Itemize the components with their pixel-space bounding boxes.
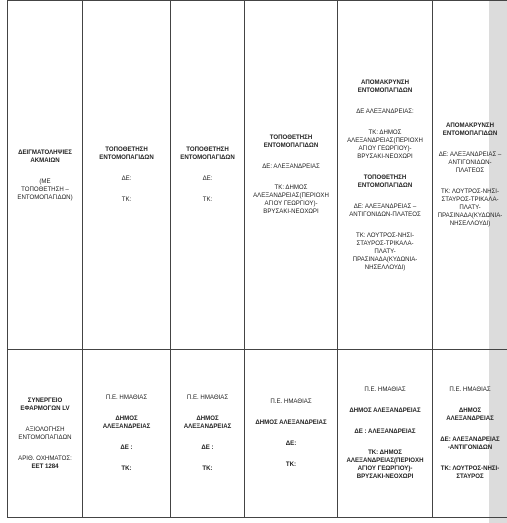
tk-label: ΒΡΥΣΑΚΙ-ΝΕΟΧΩΡΙ — [356, 473, 414, 480]
tk-label: ΤΚ: ΛΟΥΤΡΟΣ-ΝΗΣΙ- — [355, 231, 414, 239]
tk-label: ΤΚ: — [202, 196, 213, 203]
cell-title: ΕΝΤΟΜΟΠΑΓΙΔΩΝ — [180, 154, 235, 161]
pe-label: Π.Ε. ΗΜΑΘΙΑΣ — [186, 394, 229, 401]
dimos-label: ΑΛΕΞΑΝΔΡΕΙΑΣ — [183, 423, 232, 430]
tk-label: ΠΛΑΤΥ- — [374, 247, 396, 255]
cell-subtitle: ΑΞΙΟΛΟΓΗΣΗ — [25, 425, 65, 433]
cell-note: (ΜΕ — [39, 177, 51, 185]
tk-label: ΣΤΑΥΡΟΣ-ΤΡΙΚΑΛΑ- — [441, 196, 499, 203]
cell-title: ΔΕΙΓΜΑΤΟΛΗΨΙΕΣ — [18, 148, 72, 156]
location-cell — [338, 350, 433, 518]
de-label: ΔΕ : — [120, 444, 133, 451]
tk-label: ΤΚ: ΔΗΜΟΣ — [274, 184, 308, 191]
de-label: ΑΝΤΙΓΟΝΙΔΩΝ-ΠΛΑΤΕΟΣ — [349, 210, 421, 218]
de-label: ΔΕ: ΑΛΕΞΑΝΔΡΕΙΑΣ – — [438, 151, 502, 158]
de-label: ΔΕ: ΑΛΕΞΑΝΔΡΕΙΑΣ – — [353, 202, 417, 210]
trap-placement-cell — [245, 1, 338, 350]
location-cell — [433, 350, 507, 518]
table-row — [8, 350, 507, 518]
pe-label: Π.Ε. ΗΜΑΘΙΑΣ — [449, 386, 491, 393]
cell-title: ΕΝΤΟΜΟΠΑΓΙΔΩΝ — [442, 130, 498, 137]
pe-label: Π.Ε. ΗΜΑΘΙΑΣ — [105, 394, 148, 401]
cell-note: ΤΟΠΟΘΕΤΗΣΗ – — [21, 185, 69, 193]
tk-label: ΤΚ: — [121, 196, 132, 203]
table-row — [8, 1, 507, 350]
vehicle-number: ΕΕΤ 1284 — [31, 462, 59, 470]
tk-label: ΠΛΑΤΥ- — [459, 204, 481, 211]
cell-title: ΑΠΟΜΑΚΡΥΝΣΗ — [360, 78, 409, 86]
de-label: ΔΕ: — [202, 175, 213, 182]
dimos-label: ΔΗΜΟΣ — [196, 415, 219, 422]
de-label: -ΑΝΤΙΓΟΝΙΔΩΝ — [447, 444, 493, 451]
trap-placement-cell — [171, 1, 245, 350]
tk-label: ΣΤΑΥΡΟΣ-ΤΡΙΚΑΛΑ- — [356, 239, 414, 247]
location-cell — [171, 350, 245, 518]
tk-label: ΤΚ: — [202, 465, 213, 472]
tk-label: ΤΚ: ΔΗΜΟΣ — [368, 128, 402, 136]
cell-title: ΣΥΝΕΡΓΕΙΟ — [27, 396, 63, 404]
cell-title: ΕΝΤΟΜΟΠΑΓΙΔΩΝ — [99, 154, 154, 161]
tk-label: ΝΗΣΕΛΛΟΥΔΙ) — [449, 220, 491, 227]
tk-label: ΠΡΑΣΙΝΑΔΑ(ΚΥΔΩΝΙΑ- — [352, 255, 418, 263]
tk-label: ΑΛΕΞΑΝΔΡΕΙΑΣ(ΠΕΡΙΟΧΗ — [347, 136, 423, 144]
cell-title: ΕΝΤΟΜΟΠΑΓΙΔΩΝ — [357, 86, 413, 94]
cell-title: ΤΟΠΟΘΕΤΗΣΗ — [363, 173, 407, 181]
cell-title: ΤΟΠΟΘΕΤΗΣΗ — [186, 146, 229, 153]
de-label: ΔΕ ΑΛΕΞΑΝΔΡΕΙΑΣ: — [356, 107, 414, 115]
cell-title: ΑΠΟΜΑΚΡΥΝΣΗ — [445, 122, 494, 129]
tk-label: ΝΗΣΕΛΛΟΥΔΙ) — [364, 263, 406, 271]
tk-label: ΤΚ: ΔΗΜΟΣ — [368, 449, 402, 456]
dimos-label: ΔΗΜΟΣ ΑΛΕΞΑΝΔΡΕΙΑΣ — [255, 419, 327, 426]
tk-label: ΣΤΑΥΡΟΣ — [456, 473, 484, 480]
tk-label: ΑΓΙΟΥ ΓΕΩΡΓΙΟΥ)- — [358, 144, 412, 152]
de-label: ΑΝΤΙΓΟΝΙΔΩΝ- — [448, 159, 492, 166]
cell-title: ΕΦΑΡΜΟΓΩΝ LV — [20, 404, 70, 412]
tk-label: ΑΛΕΞΑΝΔΡΕΙΑΣ(ΠΕΡΙΟΧΗ — [253, 192, 329, 199]
location-cell — [245, 350, 338, 518]
de-label: ΠΛΑΤΕΟΣ — [455, 167, 485, 174]
tk-label: ΤΚ: ΛΟΥΤΡΟΣ-ΝΗΣΙ- — [440, 188, 499, 195]
cell-title: ΕΝΤΟΜΟΠΑΓΙΔΩΝ — [263, 142, 319, 149]
tk-label: ΤΚ: ΛΟΥΤΡΟΣ-ΝΗΣΙ- — [440, 465, 500, 472]
dimos-label: ΔΗΜΟΣ — [458, 407, 482, 414]
location-cell — [83, 350, 171, 518]
tk-label: ΑΓΙΟΥ ΓΕΩΡΓΙΟΥ)- — [357, 465, 413, 472]
de-label: ΔΕ: ΑΛΕΞΑΝΔΡΕΙΑΣ — [440, 436, 500, 443]
team-cell — [8, 350, 83, 518]
sampling-cell — [8, 1, 83, 350]
tk-label: ΠΡΑΣΙΝΑΔΑ(ΚΥΔΩΝΙΑ- — [437, 212, 503, 219]
cell-subtitle: ΕΝΤΟΜΟΠΑΓΙΔΩΝ — [18, 433, 72, 441]
tk-label: ΤΚ: — [121, 465, 132, 472]
trap-placement-cell — [83, 1, 171, 350]
de-label: ΔΕ: — [121, 175, 132, 182]
vehicle-label: ΑΡΙΘ. ΟΧΗΜΑΤΟΣ: — [18, 454, 72, 462]
trap-removal-cell — [433, 1, 507, 350]
de-label: ΔΕ : — [201, 444, 214, 451]
pe-label: Π.Ε. ΗΜΑΘΙΑΣ — [270, 398, 312, 405]
schedule-table — [7, 0, 507, 518]
dimos-label: ΑΛΕΞΑΝΔΡΕΙΑΣ — [446, 415, 494, 422]
cell-title: ΕΝΤΟΜΟΠΑΓΙΔΩΝ — [357, 181, 413, 189]
cell-note: ΕΝΤΟΜΟΠΑΓΙΔΩΝ) — [17, 193, 73, 201]
cell-title: ΤΟΠΟΘΕΤΗΣΗ — [105, 146, 148, 153]
dimos-label: ΑΛΕΞΑΝΔΡΕΙΑΣ — [102, 423, 151, 430]
tk-label: ΒΡΥΣΑΚΙ-ΝΕΟΧΩΡΙ — [357, 152, 413, 160]
trap-removal-placement-cell — [338, 1, 433, 350]
de-label: ΔΕ : ΑΛΕΞΑΝΔΡΕΙΑΣ — [354, 428, 416, 435]
tk-label: ΤΚ: — [285, 461, 297, 468]
dimos-label: ΔΗΜΟΣ ΑΛΕΞΑΝΔΡΕΙΑΣ — [349, 407, 421, 414]
tk-label: ΒΡΥΣΑΚΙ-ΝΕΟΧΩΡΙ — [263, 208, 319, 215]
cell-title: ΑΚΜΑΙΩΝ — [30, 156, 60, 164]
pe-label: Π.Ε. ΗΜΑΘΙΑΣ — [364, 386, 406, 393]
de-label: ΔΕ: ΑΛΕΞΑΝΔΡΕΙΑΣ — [262, 163, 320, 170]
tk-label: ΑΛΕΞΑΝΔΡΕΙΑΣ(ΠΕΡΙΟΧΗ — [346, 457, 424, 464]
dimos-label: ΔΗΜΟΣ — [115, 415, 138, 422]
tk-label: ΑΓΙΟΥ ΓΕΩΡΓΙΟΥ)- — [264, 200, 318, 207]
cell-title: ΤΟΠΟΘΕΤΗΣΗ — [269, 134, 313, 141]
de-label: ΔΕ: — [285, 440, 297, 447]
